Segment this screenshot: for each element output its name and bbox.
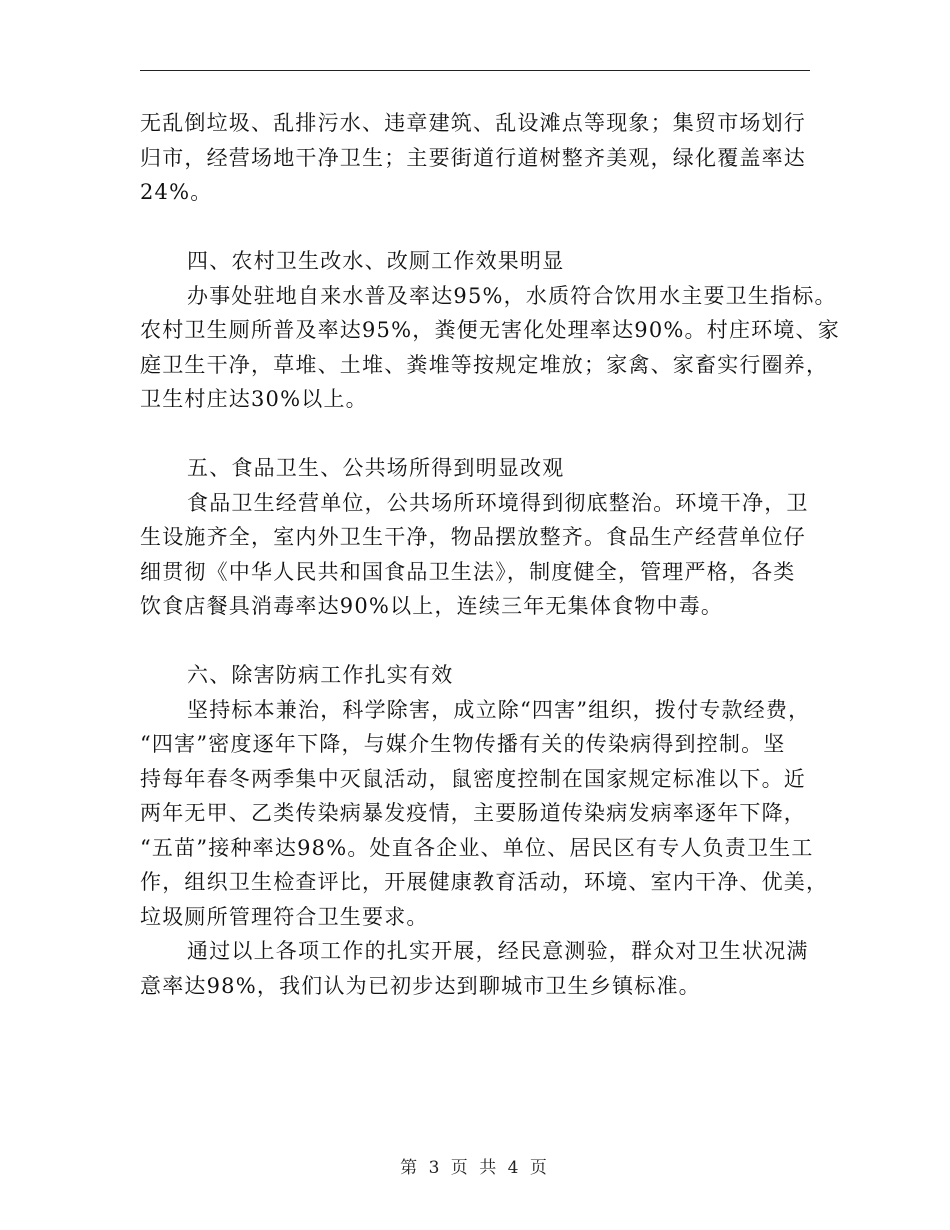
- document-body: [140, 106, 840, 1003]
- body-line: 持每年春冬两季集中灭鼠活动，鼠密度控制在国家规定标准以下。近: [140, 766, 806, 791]
- body-line: 坚持标本兼治，科学除害，成立除“四害”组织，拨付专款经费，: [187, 697, 811, 722]
- body-line: 庭卫生干净，草堆、土堆、粪堆等按规定堆放；家禽、家畜实行圈养，: [140, 352, 829, 377]
- body-line: 归市，经营场地干净卫生；主要街道行道树整齐美观，绿化覆盖率达: [140, 145, 806, 170]
- body-line: 无乱倒垃圾、乱排污水、违章建筑、乱设滩点等现象；集贸市场划行: [140, 111, 806, 135]
- page-number-footer: 第 3 页 共 4 页: [400, 1158, 550, 1178]
- header-rule: [140, 70, 810, 71]
- body-line: 通过以上各项工作的扎实开展，经民意测验，群众对卫生状况满: [187, 939, 809, 963]
- body-line: 24%。: [140, 180, 213, 204]
- body-line: 食品卫生经营单位，公共场所环境得到彻底整治。环境干净，卫: [187, 490, 809, 515]
- body-line: 生设施齐全，室内外卫生干净，物品摆放整齐。食品生产经营单位仔: [140, 525, 806, 549]
- body-line: 垃圾厕所管理符合卫生要求。: [140, 904, 429, 929]
- body-line: 饮食店餐具消毒率达90%以上，连续三年无集体食物中毒。: [140, 594, 724, 618]
- body-line: 两年无甲、乙类传染病暴发疫情，主要肠道传染病发病率逐年下降，: [140, 801, 806, 825]
- body-line: 办事处驻地自来水普及率达95%，水质符合饮用水主要卫生指标。: [187, 283, 837, 308]
- paragraph-gap: [140, 624, 810, 659]
- body-line: 细贯彻《中华人民共和国食品卫生法》，制度健全，管理严格，各类: [140, 559, 796, 584]
- body-line: 意率达98%，我们认为已初步达到聊城市卫生乡镇标准。: [140, 973, 701, 998]
- body-line: “五苗”接种率达98%。处直各企业、单位、居民区有专人负责卫生工: [140, 835, 814, 860]
- section-heading: 五、食品卫生、公共场所得到明显改观: [187, 456, 565, 480]
- paragraph-gap: [140, 210, 810, 245]
- body-line: 作，组织卫生检查评比，开展健康教育活动，环境、室内干净、优美，: [140, 870, 829, 894]
- section-heading: 四、农村卫生改水、改厕工作效果明显: [187, 249, 565, 273]
- body-line: 卫生村庄达30%以上。: [140, 387, 368, 411]
- section-heading: 六、除害防病工作扎实有效: [187, 663, 454, 687]
- body-line: 农村卫生厕所普及率达95%，粪便无害化处理率达90%。村庄环境、家: [140, 318, 840, 342]
- body-line: “四害”密度逐年下降，与媒介生物传播有关的传染病得到控制。坚: [140, 732, 786, 756]
- paragraph-gap: [140, 417, 810, 452]
